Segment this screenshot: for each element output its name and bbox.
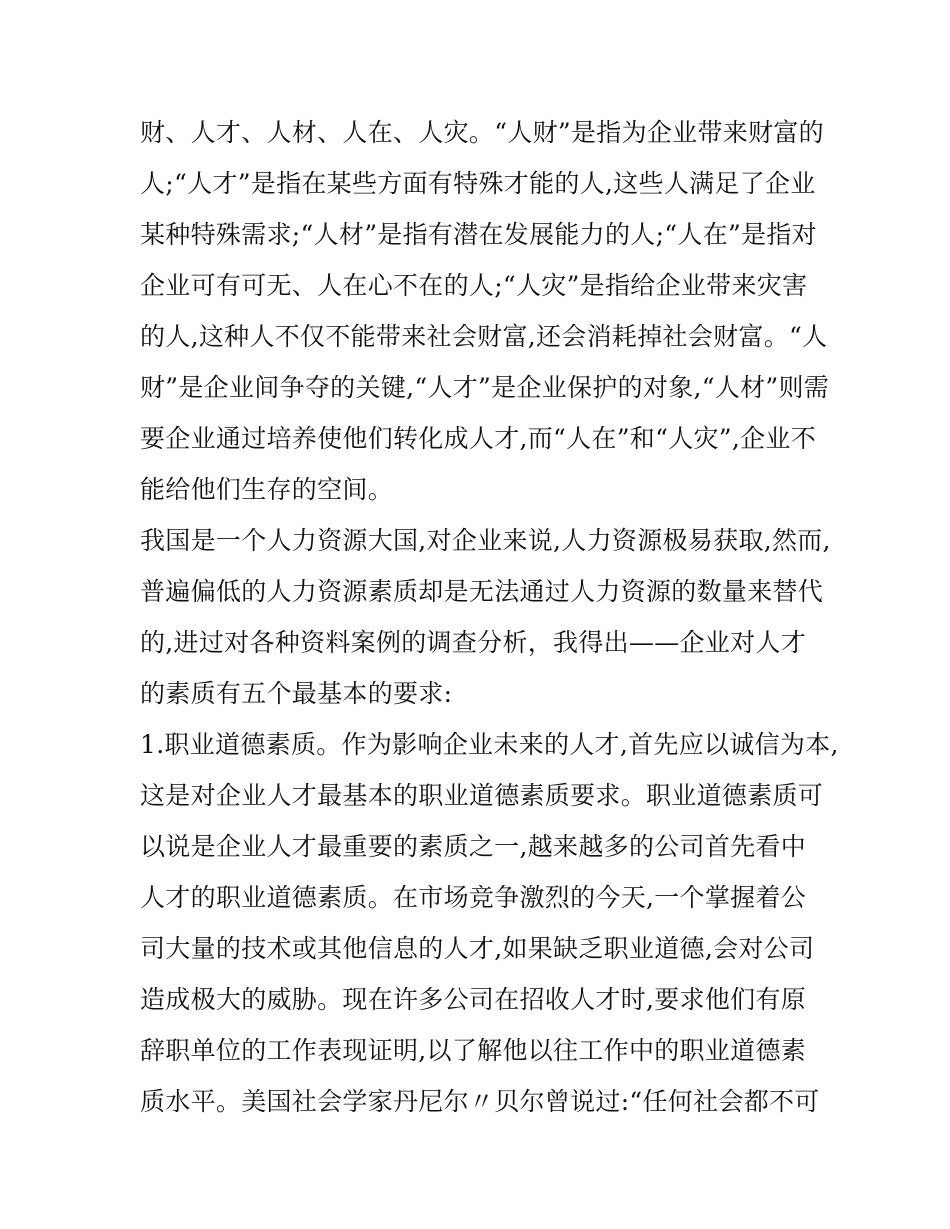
text-line: 司大量的技术或其他信息的人才,如果缺乏职业道德,会对公司 [140, 934, 815, 963]
text-line: 财”是企业间争夺的关键,“人才”是企业保护的对象,“人材”则需 [140, 373, 830, 402]
text-line: 质水平。美国社会学家丹尼尔〃贝尔曾说过:“任何社会都不可 [140, 1087, 820, 1116]
text-line: 企业可有可无、人在心不在的人;“人灾”是指给企业带来灾害 [140, 271, 808, 300]
text-line: 辞职单位的工作表现证明,以了解他以往工作中的职业道德素 [140, 1036, 807, 1065]
text-line: 人才的职业道德素质。在市场竞争激烈的今天,一个掌握着公 [140, 883, 807, 912]
text-line: 我国是一个人力资源大国,对企业来说,人力资源极易获取,然而, [140, 526, 831, 555]
text-line: 财、人才、人材、人在、人灾。“人财”是指为企业带来财富的 [140, 118, 824, 147]
text-line: 某种特殊需求;“人材”是指有潜在发展能力的人;“人在”是指对 [140, 220, 817, 249]
text-line: 要企业通过培养使他们转化成人才,而“人在”和“人灾”,企业不 [140, 424, 817, 453]
text-line: 的素质有五个最基本的要求: [140, 679, 453, 708]
text-line: 普遍偏低的人力资源素质却是无法通过人力资源的数量来替代 [140, 577, 824, 606]
text-line: 1.职业道德素质。作为影响企业未来的人才,首先应以诚信为本, [140, 730, 839, 759]
text-line: 这是对企业人才最基本的职业道德素质要求。职业道德素质可 [140, 781, 824, 810]
text-line: 的人,这种人不仅不能带来社会财富,还会消耗掉社会财富。“人 [140, 322, 828, 351]
text-line: 能给他们生存的空间。 [140, 475, 394, 504]
text-line: 以说是企业人才最重要的素质之一,越来越多的公司首先看中 [140, 832, 807, 861]
text-line: 的,进过对各种资料案例的调查分析，我得出——企业对人才 [140, 628, 807, 657]
text-line: 造成极大的威胁。现在许多公司在招收人才时,要求他们有原 [140, 985, 807, 1014]
text-line: 人;“人才”是指在某些方面有特殊才能的人,这些人满足了企业 [140, 169, 816, 198]
body-text [140, 107, 839, 1127]
